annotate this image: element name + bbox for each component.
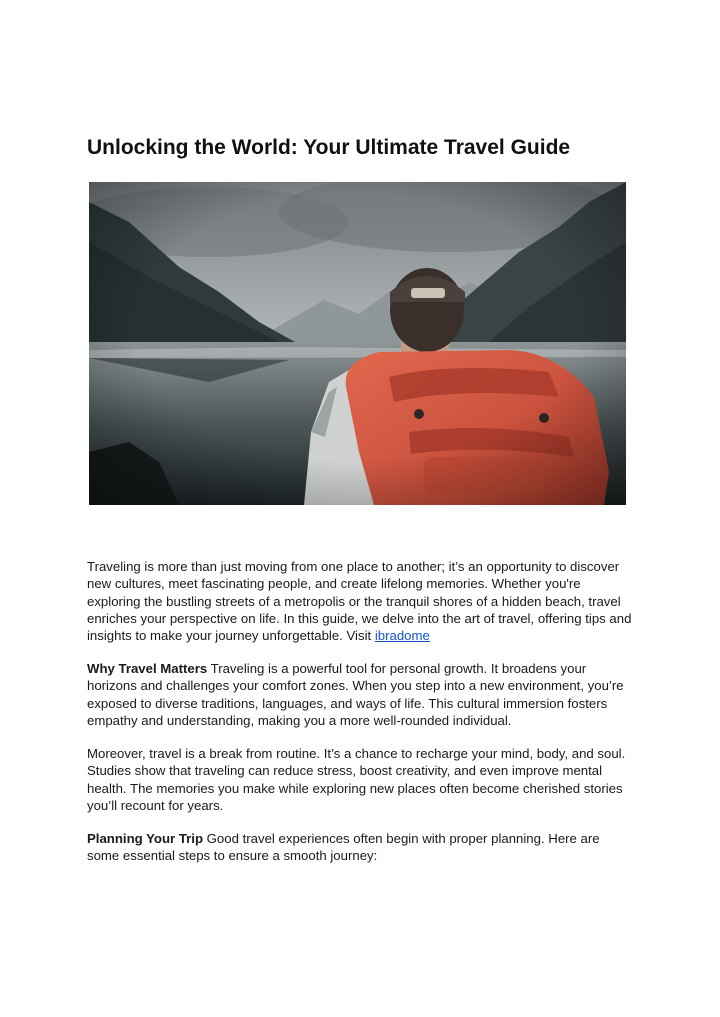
planning-text: Good travel experiences often begin with proper planning. Here are some essential steps to ensure a smooth journey: xyxy=(87,831,600,864)
moreover-paragraph: Moreover, travel is a break from routine. It’s a chance to recharge your mind, body, and soul. Studies show that traveling can reduce stress, boost creativity, and even improve mental health. The memories you make while exploring new places often become cherished stories you’ll recount for years. xyxy=(87,746,626,813)
page-title: Unlocking the World: Your Ultimate Travel Guide xyxy=(87,136,571,159)
why-travel-paragraph xyxy=(87,660,635,729)
intro-paragraph xyxy=(87,558,635,644)
ibradome-link[interactable]: ibradome xyxy=(374,628,430,644)
planning-paragraph xyxy=(87,830,635,865)
intro-text: Traveling is more than just moving from one place to another; it’s an opportunity to discover new cultures, meet fascinating people, and create lifelong memories. Whether you're exploring the bustling streets of a metropolis or the tranquil shores of a hidden beach, travel enriches your perspective on life. In this guide, we delve into the art of travel, offering tips and insights to make your journey unforgettable. Visit xyxy=(87,559,632,644)
why-travel-heading: Why Travel Matters xyxy=(87,661,208,676)
why-travel-text: Traveling is a powerful tool for personal growth. It broadens your horizons and challenges your comfort zones. When you step into a new environment, you’re exposed to diverse traditions, languages, and ways of life. This cultural immersion fosters empathy and understanding, making you a more well-rounded individual. xyxy=(87,661,624,728)
planning-heading: Planning Your Trip xyxy=(87,831,204,846)
hero-image xyxy=(89,182,626,505)
